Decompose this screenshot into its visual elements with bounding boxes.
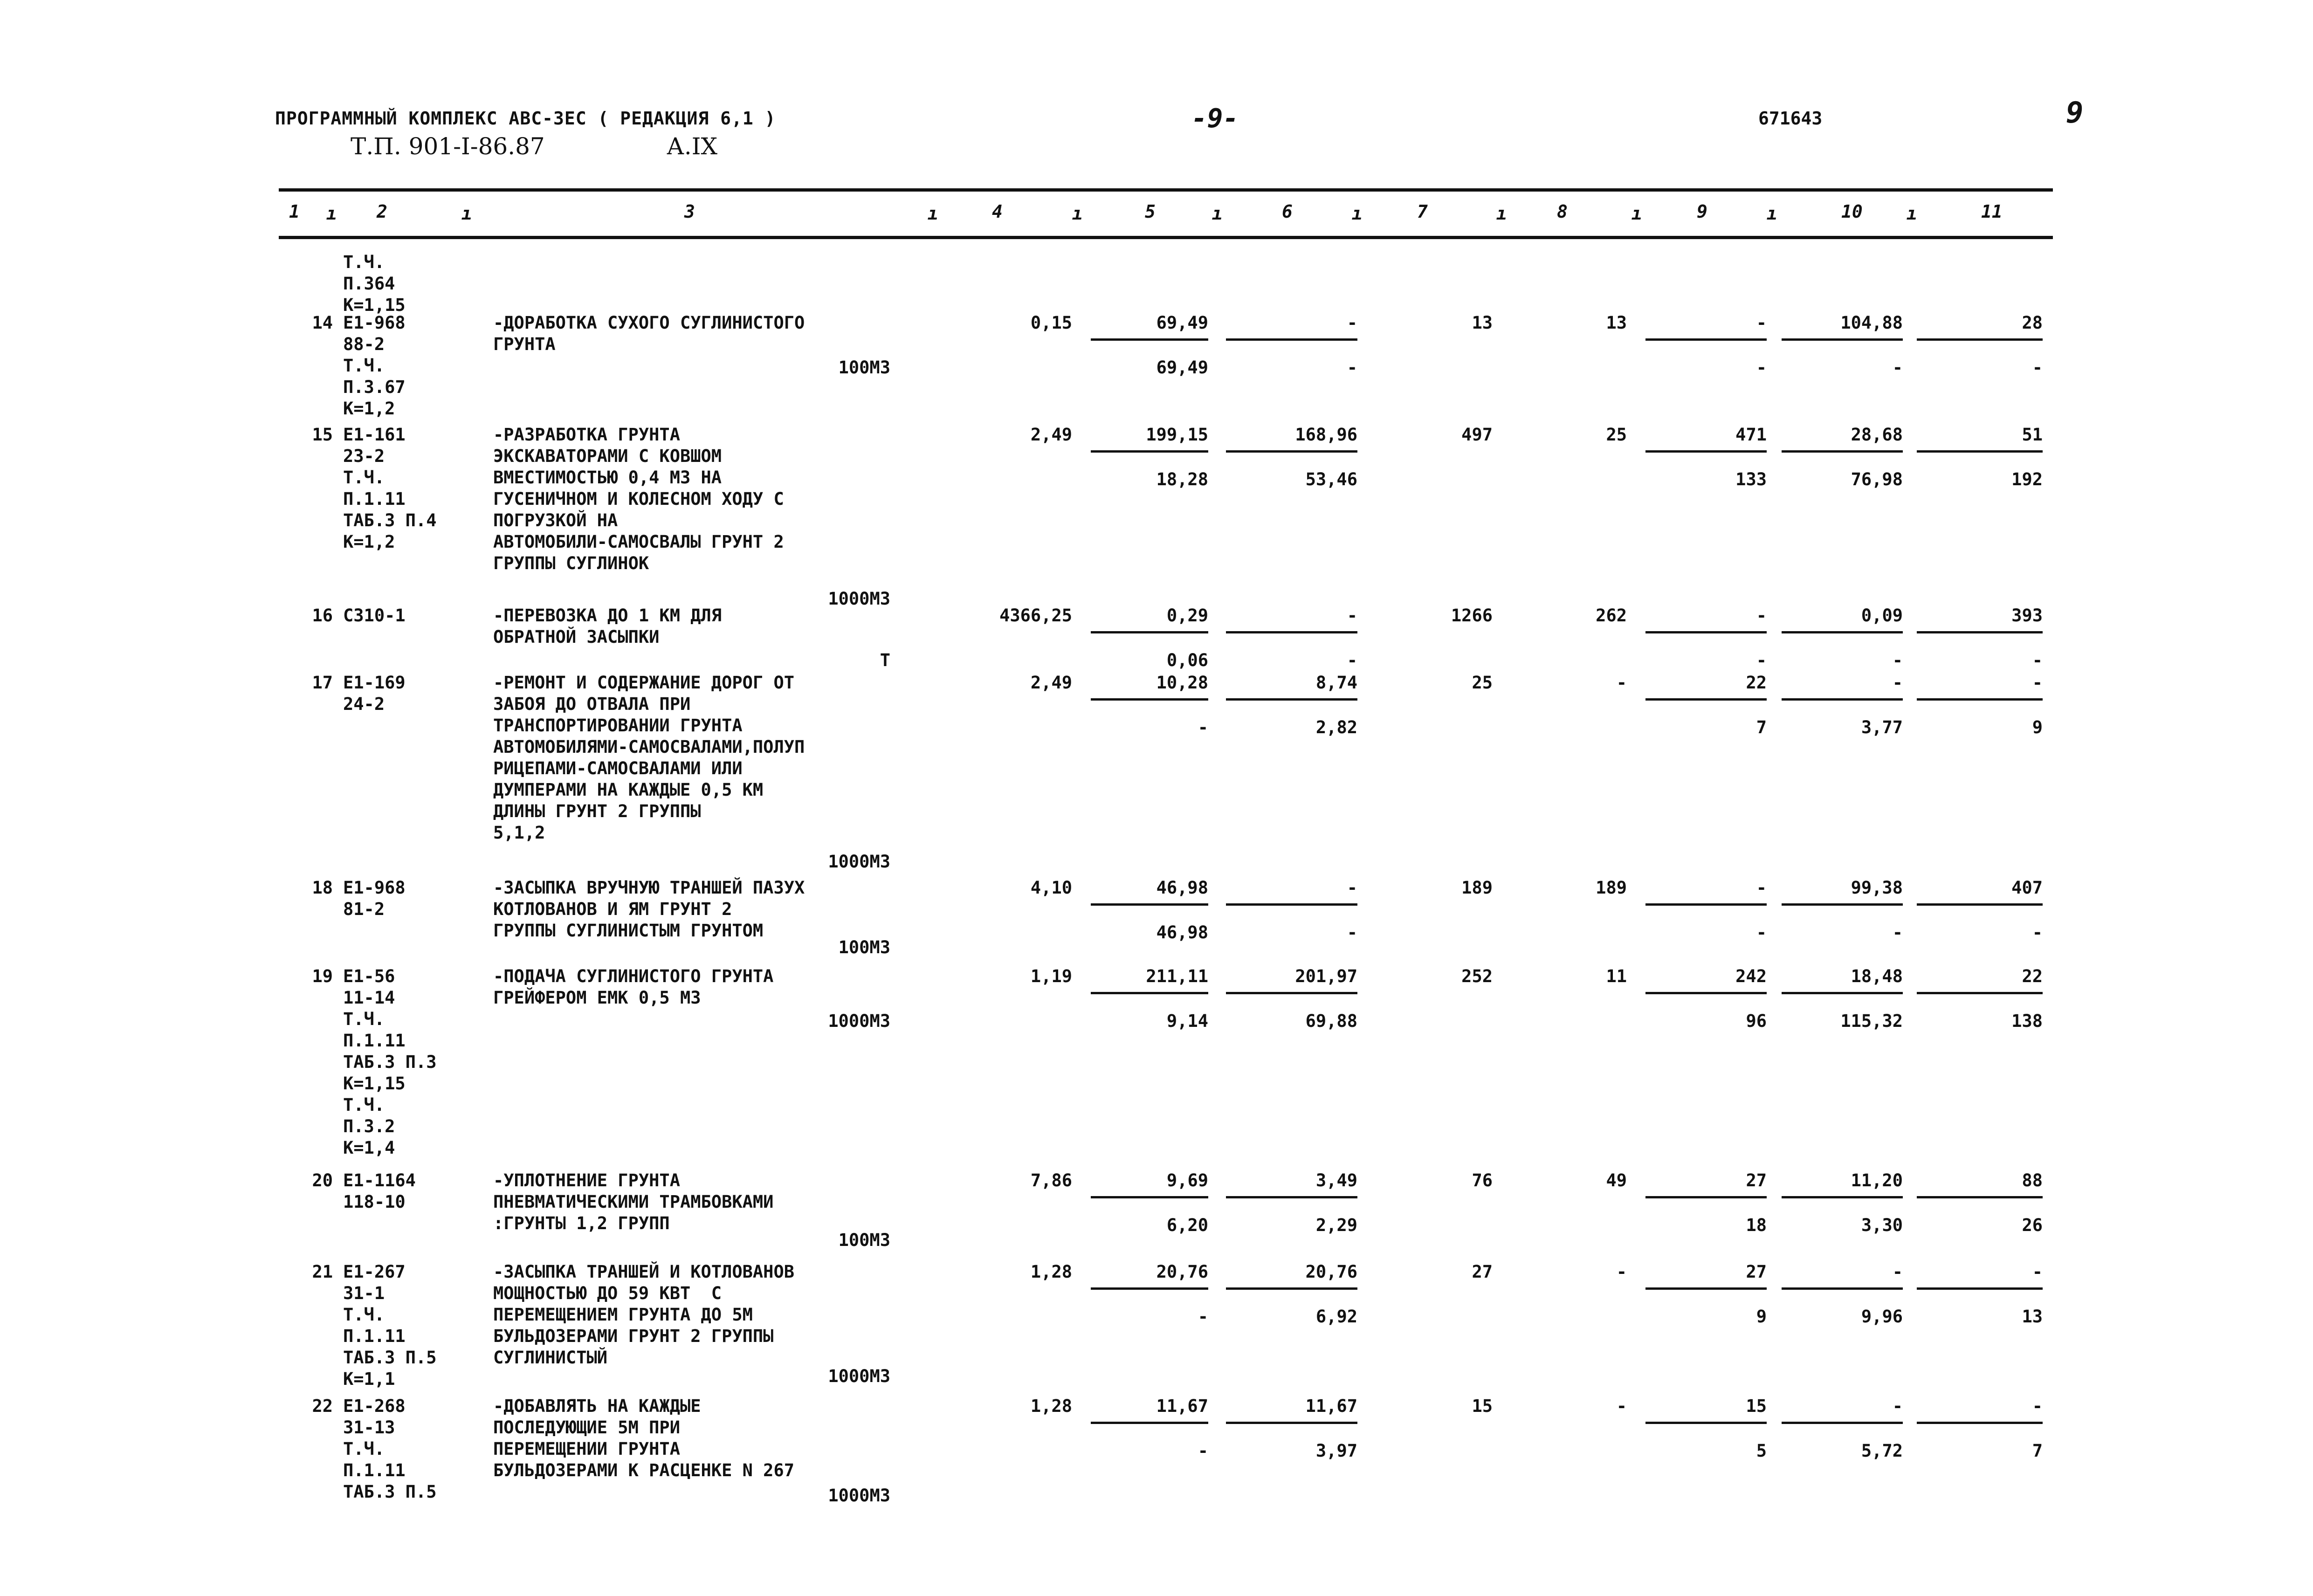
- fraction-line: [1917, 903, 2043, 906]
- value-top-c11: 22: [2022, 966, 2043, 986]
- column-number: 5: [1145, 201, 1156, 222]
- value-bottom-c9: -: [1756, 358, 1767, 378]
- value-top-c6: 3,49: [1315, 1170, 1357, 1190]
- fraction-line: [1091, 631, 1208, 633]
- work-description: -ДОРАБОТКА СУХОГО СУГЛИНИСТОГО ГРУНТА: [493, 313, 805, 354]
- value-top-c9: -: [1756, 605, 1767, 626]
- cost-wages: -: [1616, 1262, 1627, 1282]
- fraction-line: [1645, 1196, 1767, 1198]
- rate-code: С310-1: [343, 605, 406, 626]
- quantity: 4366,25: [999, 605, 1072, 626]
- value-bottom-c6: 69,88: [1305, 1011, 1357, 1031]
- value-top-c9: 242: [1735, 966, 1767, 986]
- value-top-c10: 0,09: [1861, 605, 1903, 626]
- fraction-line: [1782, 992, 1903, 994]
- value-bottom-c5: 6,20: [1166, 1215, 1208, 1235]
- column-separator: ı: [928, 203, 938, 224]
- fraction-line: [1091, 338, 1208, 341]
- document-number: Т.П. 901-I-86.87: [351, 133, 545, 160]
- fraction-line: [1091, 1422, 1208, 1424]
- unit-of-measure: 1000М3: [828, 1011, 890, 1031]
- column-separator: ı: [1631, 203, 1642, 224]
- fraction-line: [1226, 1287, 1357, 1290]
- value-top-c9: 27: [1746, 1262, 1767, 1282]
- value-top-c10: -: [1892, 673, 1903, 693]
- column-separator: ı: [1212, 203, 1223, 224]
- value-top-c5: 211,11: [1146, 966, 1208, 986]
- work-description: -РЕМОНТ И СОДЕРЖАНИЕ ДОРОГ ОТ ЗАБОЯ ДО ОТВАЛА ПРИ ТРАНСПОРТИРОВАНИИ ГРУНТА АВТОМОБИЛЯМИ-САМОСВАЛАМИ,ПОЛУП РИЦЕПАМИ-САМОСВАЛАМИ ИЛИ ДУМПЕРАМИ НА КАЖДЫЕ 0,5 КМ ДЛИНЫ ГРУНТ 2 ГРУППЫ 5,1,2: [493, 673, 805, 843]
- value-top-c9: 471: [1735, 425, 1767, 445]
- program-header: ПРОГРАММНЫЙ КОМПЛЕКС АВС-ЗЕС ( РЕДАКЦИЯ 6,1 ): [275, 108, 776, 129]
- value-bottom-c11: 13: [2022, 1307, 2043, 1327]
- album-number: А.IX: [667, 133, 718, 160]
- value-bottom-c5: 0,06: [1166, 650, 1208, 670]
- fraction-line: [1782, 903, 1903, 906]
- value-bottom-c10: 9,96: [1861, 1307, 1903, 1327]
- quantity: 1,19: [1030, 966, 1072, 986]
- row-number: 15: [312, 425, 333, 445]
- value-bottom-c10: -: [1892, 358, 1903, 378]
- value-bottom-c5: -: [1198, 1441, 1208, 1461]
- column-number: 9: [1697, 201, 1707, 222]
- column-number: 3: [684, 201, 695, 222]
- fraction-line: [1226, 338, 1357, 341]
- value-top-c10: -: [1892, 1396, 1903, 1416]
- value-bottom-c10: 3,77: [1861, 717, 1903, 737]
- column-separator: ı: [1496, 203, 1507, 224]
- quantity: 1,28: [1030, 1396, 1072, 1416]
- value-bottom-c11: -: [2032, 358, 2043, 378]
- unit-of-measure: 100М3: [838, 358, 890, 378]
- cost-total: 76: [1472, 1170, 1493, 1190]
- column-number: 2: [377, 201, 387, 222]
- value-bottom-c11: -: [2032, 922, 2043, 942]
- value-bottom-c5: 9,14: [1166, 1011, 1208, 1031]
- work-description: -ДОБАВЛЯТЬ НА КАЖДЫЕ ПОСЛЕДУЮЩИЕ 5М ПРИ ПЕРЕМЕЩЕНИИ ГРУНТА БУЛЬДОЗЕРАМИ К РАСЦЕНКЕ N 267: [493, 1396, 795, 1480]
- value-top-c6: 11,67: [1305, 1396, 1357, 1416]
- value-top-c10: 11,20: [1851, 1170, 1903, 1190]
- column-separator: ı: [1352, 203, 1363, 224]
- quantity: 2,49: [1030, 425, 1072, 445]
- rate-code: Е1-268 31-13 Т.Ч. П.1.11 ТАБ.3 П.5: [343, 1396, 437, 1502]
- value-bottom-c9: 7: [1756, 717, 1767, 737]
- value-top-c6: 201,97: [1295, 966, 1357, 986]
- value-bottom-c9: 5: [1756, 1441, 1767, 1461]
- quantity: 1,28: [1030, 1262, 1072, 1282]
- fraction-line: [1782, 698, 1903, 701]
- value-bottom-c6: 2,82: [1315, 717, 1357, 737]
- fraction-line: [1782, 450, 1903, 453]
- unit-of-measure: 1000М3: [828, 1366, 890, 1386]
- column-number: 4: [992, 201, 1003, 222]
- value-bottom-c5: 46,98: [1156, 922, 1208, 942]
- rate-code: Е1-161 23-2 Т.Ч. П.1.11 ТАБ.3 П.4 К=1,2: [343, 425, 437, 552]
- column-separator: ı: [326, 203, 337, 224]
- value-top-c11: 393: [2011, 605, 2043, 626]
- value-bottom-c10: 3,30: [1861, 1215, 1903, 1235]
- value-bottom-c10: -: [1892, 922, 1903, 942]
- fraction-line: [1917, 1287, 2043, 1290]
- document-code: 671643: [1758, 108, 1823, 129]
- fraction-line: [1645, 1422, 1767, 1424]
- table-header-rule: [279, 236, 2053, 239]
- fraction-line: [1917, 1422, 2043, 1424]
- value-top-c11: -: [2032, 1396, 2043, 1416]
- quantity: 4,10: [1030, 878, 1072, 898]
- cost-wages: 189: [1596, 878, 1627, 898]
- row-number: 20: [312, 1170, 333, 1190]
- fraction-line: [1091, 1196, 1208, 1198]
- unit-of-measure: 1000М3: [828, 852, 890, 872]
- fraction-line: [1917, 1196, 2043, 1198]
- cost-wages: 13: [1606, 313, 1627, 333]
- value-top-c11: -: [2032, 1262, 2043, 1282]
- value-bottom-c5: -: [1198, 1307, 1208, 1327]
- unit-of-measure: 100М3: [838, 1230, 890, 1250]
- value-top-c5: 199,15: [1146, 425, 1208, 445]
- value-bottom-c9: 9: [1756, 1307, 1767, 1327]
- value-bottom-c10: -: [1892, 650, 1903, 670]
- fraction-line: [1917, 450, 2043, 453]
- unit-of-measure: 1000М3: [828, 1486, 890, 1506]
- value-top-c9: 22: [1746, 673, 1767, 693]
- value-bottom-c11: -: [2032, 650, 2043, 670]
- column-number: 10: [1841, 201, 1863, 222]
- value-bottom-c5: -: [1198, 717, 1208, 737]
- value-top-c9: -: [1756, 313, 1767, 333]
- value-bottom-c9: 133: [1735, 469, 1767, 489]
- value-top-c5: 69,49: [1156, 313, 1208, 333]
- fraction-line: [1091, 698, 1208, 701]
- fraction-line: [1091, 992, 1208, 994]
- value-bottom-c11: 7: [2032, 1441, 2043, 1461]
- column-separator: ı: [1072, 203, 1083, 224]
- value-top-c5: 11,67: [1156, 1396, 1208, 1416]
- value-bottom-c11: 138: [2011, 1011, 2043, 1031]
- value-top-c11: -: [2032, 673, 2043, 693]
- row-number: 19: [312, 966, 333, 986]
- quantity: 0,15: [1030, 313, 1072, 333]
- value-bottom-c9: 18: [1746, 1215, 1767, 1235]
- column-number: 8: [1557, 201, 1568, 222]
- value-bottom-c6: -: [1347, 922, 1357, 942]
- value-bottom-c6: 3,97: [1315, 1441, 1357, 1461]
- fraction-line: [1782, 1422, 1903, 1424]
- row-number: 22: [312, 1396, 333, 1416]
- cost-total: 252: [1461, 966, 1493, 986]
- fraction-line: [1917, 698, 2043, 701]
- work-description: -ЗАСЫПКА ТРАНШЕЙ И КОТЛОВАНОВ МОЩНОСТЬЮ ДО 59 КВТ С ПЕРЕМЕЩЕНИЕМ ГРУНТА ДО 5М БУЛЬДОЗЕРАМИ ГРУНТ 2 ГРУППЫ СУГЛИНИСТЫЙ: [493, 1262, 795, 1368]
- value-bottom-c9: -: [1756, 922, 1767, 942]
- fraction-line: [1645, 698, 1767, 701]
- fraction-line: [1782, 338, 1903, 341]
- value-top-c5: 0,29: [1166, 605, 1208, 626]
- value-bottom-c11: 9: [2032, 717, 2043, 737]
- cost-total: 497: [1461, 425, 1493, 445]
- fraction-line: [1091, 903, 1208, 906]
- work-description: -ЗАСЫПКА ВРУЧНУЮ ТРАНШЕЙ ПАЗУХ КОТЛОВАНОВ И ЯМ ГРУНТ 2 ГРУППЫ СУГЛИНИСТЫМ ГРУНТОМ: [493, 878, 805, 941]
- value-top-c6: 168,96: [1295, 425, 1357, 445]
- page-number-corner: 9: [2066, 96, 2084, 130]
- column-number: 6: [1282, 201, 1293, 222]
- table-top-rule: [279, 188, 2053, 192]
- value-top-c5: 10,28: [1156, 673, 1208, 693]
- unit-of-measure: Т: [880, 650, 890, 670]
- value-top-c5: 9,69: [1166, 1170, 1208, 1190]
- value-top-c10: 104,88: [1840, 313, 1903, 333]
- rate-code: Е1-267 31-1 Т.Ч. П.1.11 ТАБ.3 П.5 К=1,1: [343, 1262, 437, 1389]
- fraction-line: [1917, 992, 2043, 994]
- cost-total: 189: [1461, 878, 1493, 898]
- value-bottom-c5: 18,28: [1156, 469, 1208, 489]
- cost-total: 1266: [1451, 605, 1493, 626]
- value-bottom-c10: 5,72: [1861, 1441, 1903, 1461]
- work-description: -РАЗРАБОТКА ГРУНТА ЭКСКАВАТОРАМИ С КОВШОМ ВМЕСТИМОСТЬЮ 0,4 М3 НА ГУСЕНИЧНОМ И КОЛЕСНОМ ХОДУ С ПОГРУЗКОЙ НА АВТОМОБИЛИ-САМОСВАЛЫ ГРУНТ 2 ГРУППЫ СУГЛИНОК: [493, 425, 784, 573]
- cost-wages: 262: [1596, 605, 1627, 626]
- fraction-line: [1226, 903, 1357, 906]
- column-number: 7: [1417, 201, 1428, 222]
- value-bottom-c6: -: [1347, 358, 1357, 378]
- rate-code: Е1-968 81-2: [343, 878, 406, 919]
- fraction-line: [1226, 992, 1357, 994]
- value-top-c5: 20,76: [1156, 1262, 1208, 1282]
- column-separator: ı: [1907, 203, 1917, 224]
- value-bottom-c10: 115,32: [1840, 1011, 1903, 1031]
- fraction-line: [1917, 631, 2043, 633]
- fraction-line: [1645, 992, 1767, 994]
- row-number: 14: [312, 313, 333, 333]
- value-bottom-c6: 53,46: [1305, 469, 1357, 489]
- fraction-line: [1226, 698, 1357, 701]
- rate-code: Е1-1164 118-10: [343, 1170, 416, 1212]
- cost-wages: 11: [1606, 966, 1627, 986]
- value-top-c11: 88: [2022, 1170, 2043, 1190]
- column-separator: ı: [461, 203, 472, 224]
- fraction-line: [1091, 450, 1208, 453]
- value-top-c10: 28,68: [1851, 425, 1903, 445]
- column-number: 1: [289, 201, 300, 222]
- value-top-c10: 99,38: [1851, 878, 1903, 898]
- value-top-c10: 18,48: [1851, 966, 1903, 986]
- row-number: 17: [312, 673, 333, 693]
- fraction-line: [1645, 450, 1767, 453]
- fraction-line: [1782, 631, 1903, 633]
- prefix-code: Т.Ч. П.364 К=1,15: [343, 252, 406, 315]
- column-number: 11: [1981, 201, 2003, 222]
- unit-of-measure: 1000М3: [828, 589, 890, 609]
- value-bottom-c11: 26: [2022, 1215, 2043, 1235]
- value-bottom-c10: 76,98: [1851, 469, 1903, 489]
- cost-total: 15: [1472, 1396, 1493, 1416]
- cost-wages: -: [1616, 673, 1627, 693]
- column-separator: ı: [1767, 203, 1777, 224]
- value-top-c6: 8,74: [1315, 673, 1357, 693]
- work-description: -ПОДАЧА СУГЛИНИСТОГО ГРУНТА ГРЕЙФЕРОМ ЕМК 0,5 М3: [493, 966, 774, 1008]
- quantity: 7,86: [1030, 1170, 1072, 1190]
- value-top-c6: -: [1347, 313, 1357, 333]
- unit-of-measure: 100М3: [838, 937, 890, 957]
- fraction-line: [1226, 1196, 1357, 1198]
- value-bottom-c9: 96: [1746, 1011, 1767, 1031]
- value-top-c9: 15: [1746, 1396, 1767, 1416]
- work-description: -УПЛОТНЕНИЕ ГРУНТА ПНЕВМАТИЧЕСКИМИ ТРАМБОВКАМИ :ГРУНТЫ 1,2 ГРУПП: [493, 1170, 774, 1233]
- quantity: 2,49: [1030, 673, 1072, 693]
- cost-total: 27: [1472, 1262, 1493, 1282]
- fraction-line: [1782, 1196, 1903, 1198]
- work-description: -ПЕРЕВОЗКА ДО 1 КМ ДЛЯ ОБРАТНОЙ ЗАСЫПКИ: [493, 605, 722, 647]
- fraction-line: [1091, 1287, 1208, 1290]
- row-number: 16: [312, 605, 333, 626]
- fraction-line: [1917, 338, 2043, 341]
- value-top-c11: 407: [2011, 878, 2043, 898]
- cost-total: 13: [1472, 313, 1493, 333]
- value-bottom-c6: 6,92: [1315, 1307, 1357, 1327]
- row-number: 21: [312, 1262, 333, 1282]
- fraction-line: [1645, 903, 1767, 906]
- cost-wages: 25: [1606, 425, 1627, 445]
- cost-total: 25: [1472, 673, 1493, 693]
- fraction-line: [1226, 1422, 1357, 1424]
- value-bottom-c6: -: [1347, 650, 1357, 670]
- value-top-c5: 46,98: [1156, 878, 1208, 898]
- fraction-line: [1645, 1287, 1767, 1290]
- value-top-c9: 27: [1746, 1170, 1767, 1190]
- value-bottom-c6: 2,29: [1315, 1215, 1357, 1235]
- value-top-c6: 20,76: [1305, 1262, 1357, 1282]
- page-number-center: -9-: [1191, 103, 1239, 134]
- value-top-c10: -: [1892, 1262, 1903, 1282]
- fraction-line: [1782, 1287, 1903, 1290]
- fraction-line: [1645, 338, 1767, 341]
- rate-code: Е1-169 24-2: [343, 673, 406, 714]
- value-bottom-c11: 192: [2011, 469, 2043, 489]
- fraction-line: [1645, 631, 1767, 633]
- value-top-c11: 28: [2022, 313, 2043, 333]
- value-bottom-c5: 69,49: [1156, 358, 1208, 378]
- rate-code: Е1-968 88-2 Т.Ч. П.3.67 К=1,2: [343, 313, 406, 419]
- cost-wages: -: [1616, 1396, 1627, 1416]
- value-top-c11: 51: [2022, 425, 2043, 445]
- cost-wages: 49: [1606, 1170, 1627, 1190]
- value-top-c6: -: [1347, 878, 1357, 898]
- value-bottom-c9: -: [1756, 650, 1767, 670]
- fraction-line: [1226, 450, 1357, 453]
- value-top-c9: -: [1756, 878, 1767, 898]
- row-number: 18: [312, 878, 333, 898]
- rate-code: Е1-56 11-14 Т.Ч. П.1.11 ТАБ.3 П.3 К=1,15 Т.Ч. П.3.2 К=1,4: [343, 966, 437, 1158]
- value-top-c6: -: [1347, 605, 1357, 626]
- fraction-line: [1226, 631, 1357, 633]
